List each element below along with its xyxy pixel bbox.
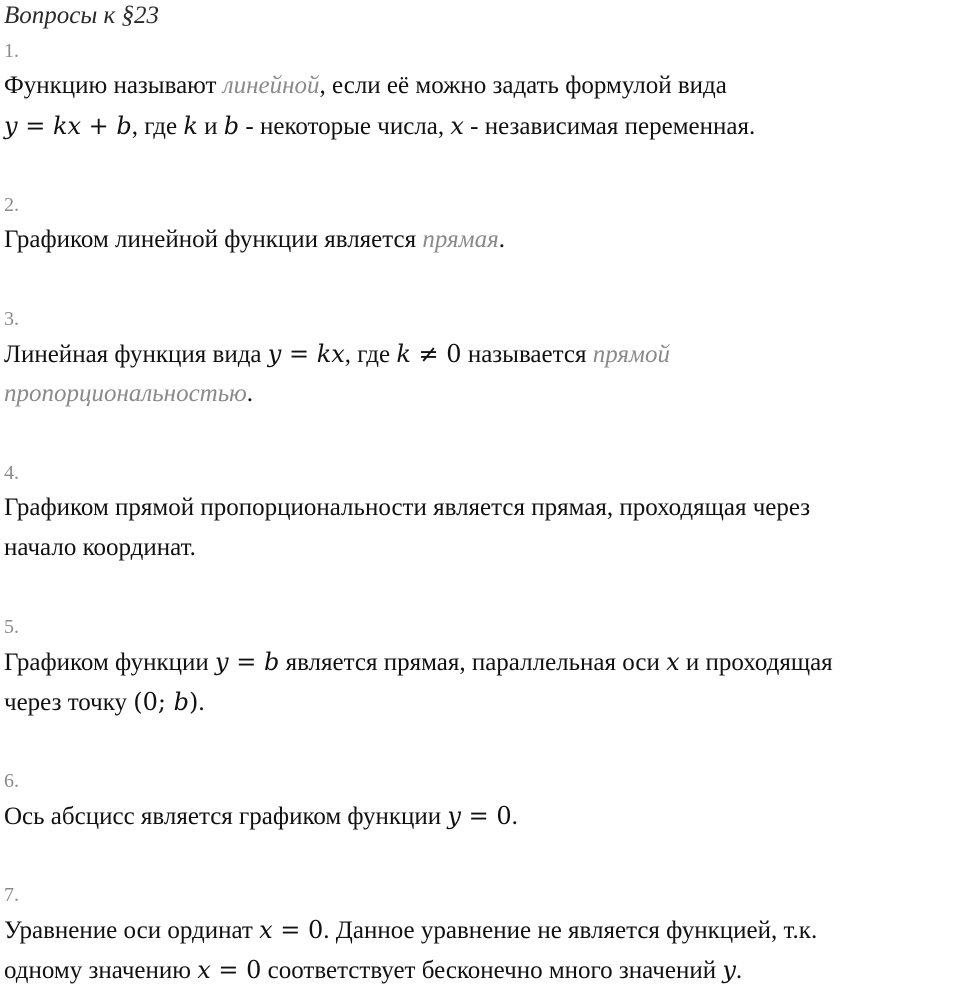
question-number: 5. xyxy=(4,616,19,638)
answer-text: Графиком функции xyxy=(4,649,216,676)
question-7-line-2 xyxy=(4,956,742,985)
math-variable: b xyxy=(263,648,280,676)
answer-text: . xyxy=(198,689,205,716)
answer-text: начало координат. xyxy=(4,534,196,561)
question-7-line-1 xyxy=(4,916,817,945)
math-operator: ≠ 0 xyxy=(410,340,462,368)
answer-text: Уравнение оси ординат xyxy=(4,917,260,944)
math-operator: = xyxy=(281,340,317,368)
answer-text: одному значению xyxy=(4,957,198,984)
question-4-line-2 xyxy=(4,534,196,562)
question-5-line-2 xyxy=(4,688,205,717)
term-highlight: линейной xyxy=(222,72,320,99)
answer-text: называется xyxy=(461,341,593,368)
answer-text: является прямая, параллельная оси xyxy=(279,649,667,676)
question-number: 4. xyxy=(4,462,19,484)
question-1-line-2 xyxy=(4,112,755,141)
answer-text: , если её можно задать формулой вида xyxy=(319,72,727,99)
math-variable: k xyxy=(183,112,198,140)
page-title: Вопросы к §23 xyxy=(4,2,159,29)
answer-text: . xyxy=(511,803,518,830)
answer-text: , где xyxy=(131,113,184,140)
term-highlight: пропорциональностью xyxy=(4,380,247,407)
answer-text: . xyxy=(246,380,253,407)
question-number: 3. xyxy=(4,308,19,330)
answer-text: и проходящая xyxy=(679,649,833,676)
answer-text: Линейная функция вида xyxy=(4,341,268,368)
answer-text: Ось абсцисс является графиком функции xyxy=(4,803,448,830)
answer-text: - некоторые числа, xyxy=(239,113,451,140)
math-variable: kx xyxy=(316,340,345,368)
math-variable: x xyxy=(666,648,680,676)
math-variable: x xyxy=(259,916,273,944)
question-number: 1. xyxy=(4,40,19,62)
term-highlight: прямой xyxy=(592,341,670,368)
answer-text: . xyxy=(498,226,505,253)
term-highlight: прямая xyxy=(422,226,499,253)
math-operator: = xyxy=(17,112,53,140)
question-number: 7. xyxy=(4,884,19,906)
question-3-line-1 xyxy=(4,340,670,369)
question-2-line-1 xyxy=(4,226,505,254)
answer-text: - независимая переменная. xyxy=(463,113,756,140)
math-variable: x xyxy=(450,112,464,140)
math-operator: (0; xyxy=(133,688,174,716)
math-variable: y xyxy=(4,112,18,140)
answer-text: , где xyxy=(344,341,397,368)
math-variable: y xyxy=(447,802,461,830)
question-1-line-1 xyxy=(4,72,727,100)
answer-text: соответствует бесконечно много значений xyxy=(261,957,723,984)
math-variable: y xyxy=(722,956,736,984)
math-variable: k xyxy=(396,340,411,368)
math-operator: = xyxy=(228,648,264,676)
math-variable: b xyxy=(223,112,240,140)
math-variable: b xyxy=(116,112,132,140)
answer-text: Функцию называют xyxy=(4,72,223,99)
answer-text: через точку xyxy=(4,689,134,716)
math-operator: ) xyxy=(189,688,199,716)
question-6-line-1 xyxy=(4,802,518,831)
math-operator: = 0 xyxy=(272,916,324,944)
answer-text: Графиком линейной функции является xyxy=(4,226,423,253)
math-operator: = 0 xyxy=(460,802,512,830)
math-variable: kx xyxy=(52,112,82,140)
answer-text: . xyxy=(735,957,743,984)
question-5-line-1 xyxy=(4,648,833,677)
math-variable: b xyxy=(173,688,189,716)
question-4-line-1 xyxy=(4,494,810,522)
question-number: 6. xyxy=(4,770,19,792)
math-variable: y xyxy=(267,340,282,368)
question-number: 2. xyxy=(4,194,19,216)
answer-text: и xyxy=(197,113,224,140)
answer-text: . Данное уравнение не является функцией, т.к. xyxy=(323,917,818,944)
answer-text: Графиком прямой пропорциональности является прямая, проходящая через xyxy=(4,494,811,521)
math-variable: x xyxy=(197,956,211,984)
math-operator: + xyxy=(81,112,117,140)
math-variable: y xyxy=(215,648,229,676)
math-operator: = 0 xyxy=(210,956,262,984)
question-3-line-2 xyxy=(4,380,253,408)
